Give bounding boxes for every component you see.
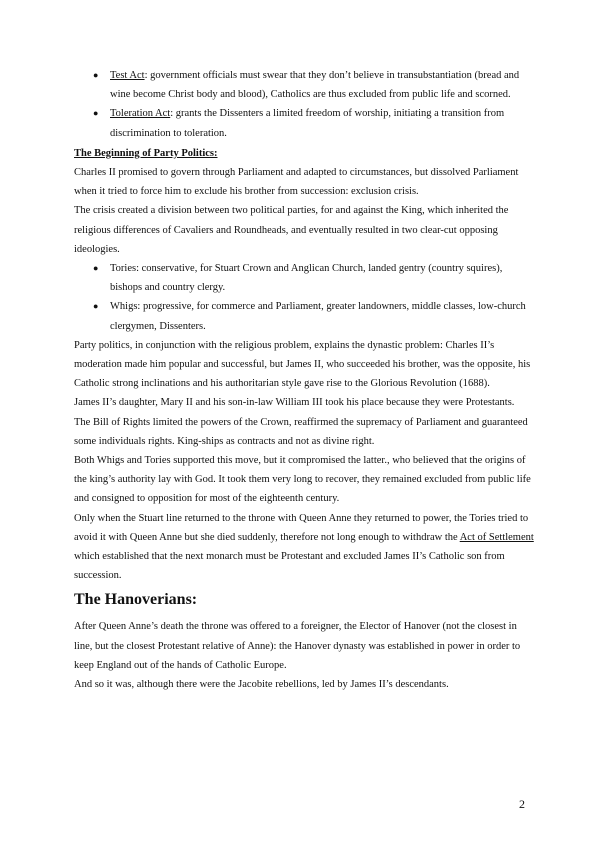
bullet-icon: ● xyxy=(93,70,99,80)
list-item xyxy=(93,297,534,335)
paragraph-text: Only when the Stuart line returned to the throne with Queen Anne they returned to power, the Tories tried to avoid it with Queen Anne but she died suddenly, therefore not long enough to withdraw the xyxy=(74,512,529,543)
top-bullet-list xyxy=(74,66,534,143)
paragraph-text: which established that the next monarch must be Protestant and excluded James II’s Catholic son from succession. xyxy=(74,551,505,582)
document-page xyxy=(74,66,534,694)
section-title-party-politics: The Beginning of Party Politics: xyxy=(74,147,218,159)
page-number: 2 xyxy=(519,797,525,811)
bullet-icon: ● xyxy=(93,263,99,274)
paragraph xyxy=(74,509,534,586)
paragraph: James II’s daughter, Mary II and his son-in-law William III took his place because they were Protestants. xyxy=(74,397,515,409)
term-description: : government officials must swear that they don’t believe in transubstantiation (bread and wine become Christ body and blood), Catholics are thus excluded from public life and scorned. xyxy=(110,70,520,101)
term-toleration-act: Toleration Act xyxy=(110,108,171,120)
list-item xyxy=(93,104,534,142)
list-item xyxy=(93,259,534,297)
paragraph: The crisis created a division between two political parties, for and against the King, which inherited the religious differences of Cavaliers and Roundheads, and eventually resulted in two clear-cut opposing ideologies. xyxy=(74,205,509,255)
bullet-icon: ● xyxy=(93,108,99,119)
bullet-icon: ● xyxy=(93,301,99,312)
list-item xyxy=(93,66,534,104)
term-test-act: Test Act xyxy=(110,70,145,81)
paragraph: The Bill of Rights limited the powers of the Crown, reaffirmed the supremacy of Parliament and guaranteed some individuals rights. King-ships as contracts and not as divine right. xyxy=(74,416,528,447)
paragraph: Party politics, in conjunction with the religious problem, explains the dynastic problem: Charles II’s moderation made him popular and successful, but James II, who succeeded his brother, was the opposite, his Catholic strong inclinations and his authoritarian style gave rise to the Glorious Revolution (1688). xyxy=(74,339,531,390)
act-of-settlement-term: Act of Settlement xyxy=(459,531,534,543)
paragraph: After Queen Anne’s death the throne was offered to a foreigner, the Elector of Hanover (not the closest in line, but the closest Protestant relative of Anne): the Hanover dynasty was established in power in order to keep England out of the hands of Catholic Europe. xyxy=(74,621,521,671)
party-bullet-list xyxy=(74,259,534,336)
section-heading-hanoverians: The Hanoverians: xyxy=(74,591,198,609)
whigs-description: Whigs: progressive, for commerce and Parliament, greater landowners, middle classes, low-church clergymen, Dissenters. xyxy=(110,301,526,332)
tories-description: Tories: conservative, for Stuart Crown and Anglican Church, landed gentry (country squires), bishops and country clergy. xyxy=(110,263,503,294)
term-description: : grants the Dissenters a limited freedom of worship, initiating a transition from discrimination to toleration. xyxy=(110,108,505,139)
paragraph: Both Whigs and Tories supported this move, but it compromised the latter., who believed that the origins of the king’s authority lay with God. It took them very long to recover, they remained excluded from public life and consigned to opposition for most of the eighteenth century. xyxy=(74,455,531,505)
paragraph: Charles II promised to govern through Parliament and adapted to circumstances, but dissolved Parliament when it tried to force him to exclude his brother from succession: exclusion crisis. xyxy=(74,167,519,198)
paragraph: And so it was, although there were the Jacobite rebellions, led by James II’s descendants. xyxy=(74,679,449,691)
